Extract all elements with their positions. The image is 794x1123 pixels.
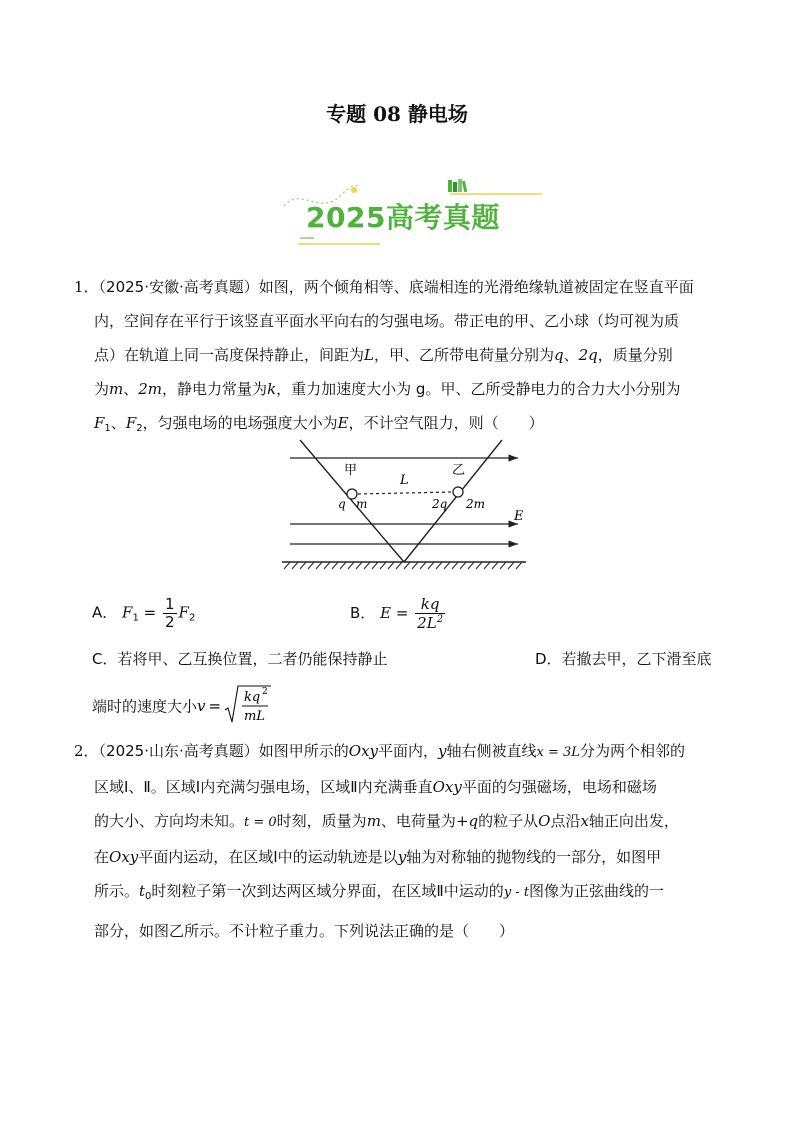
section-banner-title: 2025高考真题	[306, 201, 500, 234]
separator: 、	[123, 380, 139, 398]
math-var: F	[94, 414, 105, 432]
math-var: x	[580, 812, 589, 830]
math-var: L	[364, 346, 374, 364]
question-source: （2025·山东·高考真题）	[98, 742, 259, 760]
label-yi: 乙	[452, 463, 466, 478]
question-text: 、电荷量为	[380, 812, 456, 830]
math-sub: 2	[188, 612, 196, 624]
label-2m: 2m	[466, 497, 486, 511]
math-var: t	[139, 882, 146, 900]
math-var: 2q	[578, 346, 598, 364]
question-number: 1．	[74, 278, 99, 296]
math-sup: 2	[262, 687, 268, 697]
label-L: L	[400, 473, 409, 488]
question-text: 点）在轨道上同一高度保持静止，间距为	[94, 346, 365, 364]
math-var: v	[197, 697, 206, 715]
math-var: F	[122, 603, 133, 622]
numerator: kq	[415, 596, 445, 614]
math-op: =	[395, 604, 409, 622]
math-expr: t = 0	[244, 815, 277, 830]
question-text: ，重力加速度大小为 g。甲、乙所受静电力的合力大小分别为	[276, 380, 681, 398]
page-title: 专题 08 静电场	[326, 102, 468, 126]
question-source: （2025·安徽·高考真题）	[98, 278, 259, 296]
option-d[interactable]	[535, 648, 712, 669]
math-sub: 0	[145, 891, 152, 902]
math-sub: 1	[104, 423, 111, 434]
label-E: E	[514, 509, 524, 524]
math-var: m	[109, 380, 124, 398]
question-text: ，甲、乙所带电荷量分别为	[373, 346, 554, 364]
question-text: 时刻粒子第一次到达两区域分界面，在区域Ⅱ中运动的	[151, 882, 504, 900]
question-text: 点沿	[550, 812, 581, 830]
math-var: E	[337, 414, 349, 432]
math-var: F	[125, 414, 137, 432]
option-label: B．	[350, 604, 376, 622]
math-sub: 2	[136, 423, 143, 434]
fraction	[163, 596, 177, 630]
fraction	[415, 596, 445, 631]
separator: 、	[110, 414, 126, 432]
label-jia: 甲	[344, 463, 358, 478]
question-text: 平面的匀强磁场，电场和磁场	[461, 778, 657, 796]
math-var: F	[178, 603, 189, 622]
question-text: 如图甲所示的	[258, 742, 349, 760]
math-var: Oxy	[432, 778, 462, 796]
math-var: y	[438, 742, 447, 760]
option-text: C．若将甲、乙互换位置，二者仍能保持静止	[92, 650, 388, 668]
math-expr: x = 3L	[536, 745, 580, 760]
question-text: 内，空间存在平行于该竖直平面水平向右的匀强电场。带正电的甲、乙小球（均可视为质	[94, 312, 680, 330]
question-text: 分为两个相邻的	[579, 742, 685, 760]
denominator: 2L	[417, 613, 437, 632]
option-text: D．若撤去甲，乙下滑至底	[535, 650, 712, 668]
question-text: 轴右侧被直线	[446, 742, 537, 760]
question-text: 时刻，质量为	[276, 812, 367, 830]
math-sup: 2	[436, 613, 444, 625]
question-text: 平面内，	[378, 742, 439, 760]
math-var: O	[538, 812, 551, 830]
math-var: E	[380, 604, 392, 622]
question-text: 在	[94, 848, 110, 866]
math-var: +q	[455, 812, 479, 830]
math-expr: y - t	[503, 885, 530, 900]
math-var: Oxy	[348, 742, 379, 760]
option-text: 端时的速度大小	[92, 697, 198, 716]
label-2q: 2q	[432, 497, 448, 511]
math-var: Oxy	[109, 848, 139, 866]
question-text: 的大小、方向均未知。	[94, 812, 245, 830]
question-text: 轴正向出发，	[588, 812, 679, 830]
option-c[interactable]	[92, 648, 387, 669]
numerator: kq	[244, 690, 261, 705]
question-number: 2．	[74, 742, 99, 760]
denominator: 2	[164, 612, 175, 631]
separation-line	[358, 492, 452, 494]
math-var: y	[397, 848, 407, 866]
question-text: 轴为对称轴的抛物线的一部分，如图甲	[406, 848, 662, 866]
question-text: 所示。	[94, 882, 140, 900]
label-q: q	[338, 497, 346, 511]
question-2	[74, 734, 734, 948]
math-var: q	[554, 346, 564, 364]
denominator: mL	[244, 709, 266, 724]
question-text: 为	[94, 380, 110, 398]
label-m: m	[356, 497, 368, 511]
question-text: 区域Ⅰ、Ⅱ。区域Ⅰ内充满匀强电场，区域Ⅱ内充满垂直	[94, 778, 433, 796]
incline-track-diagram	[280, 438, 528, 578]
question-text: 平面内运动，在区域Ⅰ中的运动轨迹是以	[138, 848, 398, 866]
question-text: ，静电力常量为	[162, 380, 268, 398]
question-text: ，不计空气阻力，则（ ）	[348, 414, 544, 432]
math-op: =	[208, 697, 222, 715]
question-text: 如图，两个倾角相等、底端相连的光滑绝缘轨道被固定在竖直平面	[258, 278, 694, 296]
square-root	[224, 684, 272, 728]
question-text: ，匀强电场的电场强度大小为	[142, 414, 338, 432]
ball-yi	[453, 487, 463, 497]
math-sub: 1	[132, 612, 139, 624]
math-var: m	[366, 812, 381, 830]
option-b[interactable]	[350, 596, 447, 631]
question-text: 图像为正弦曲线的一	[529, 882, 665, 900]
option-d-continued	[92, 684, 272, 728]
numerator: 1	[164, 595, 175, 613]
question-text: ，质量分别	[597, 346, 673, 364]
question-1	[74, 270, 734, 446]
option-label: A．	[92, 603, 118, 622]
separator: 、	[563, 346, 579, 364]
option-a[interactable]	[92, 596, 195, 630]
question-text: 的粒子从	[478, 812, 539, 830]
ground-hatching	[284, 562, 522, 569]
math-var: k	[267, 380, 277, 398]
question-text: 部分，如图乙所示。不计粒子重力。下列说法正确的是（ ）	[94, 922, 515, 940]
math-var: 2m	[138, 380, 163, 398]
math-op: =	[143, 603, 157, 622]
